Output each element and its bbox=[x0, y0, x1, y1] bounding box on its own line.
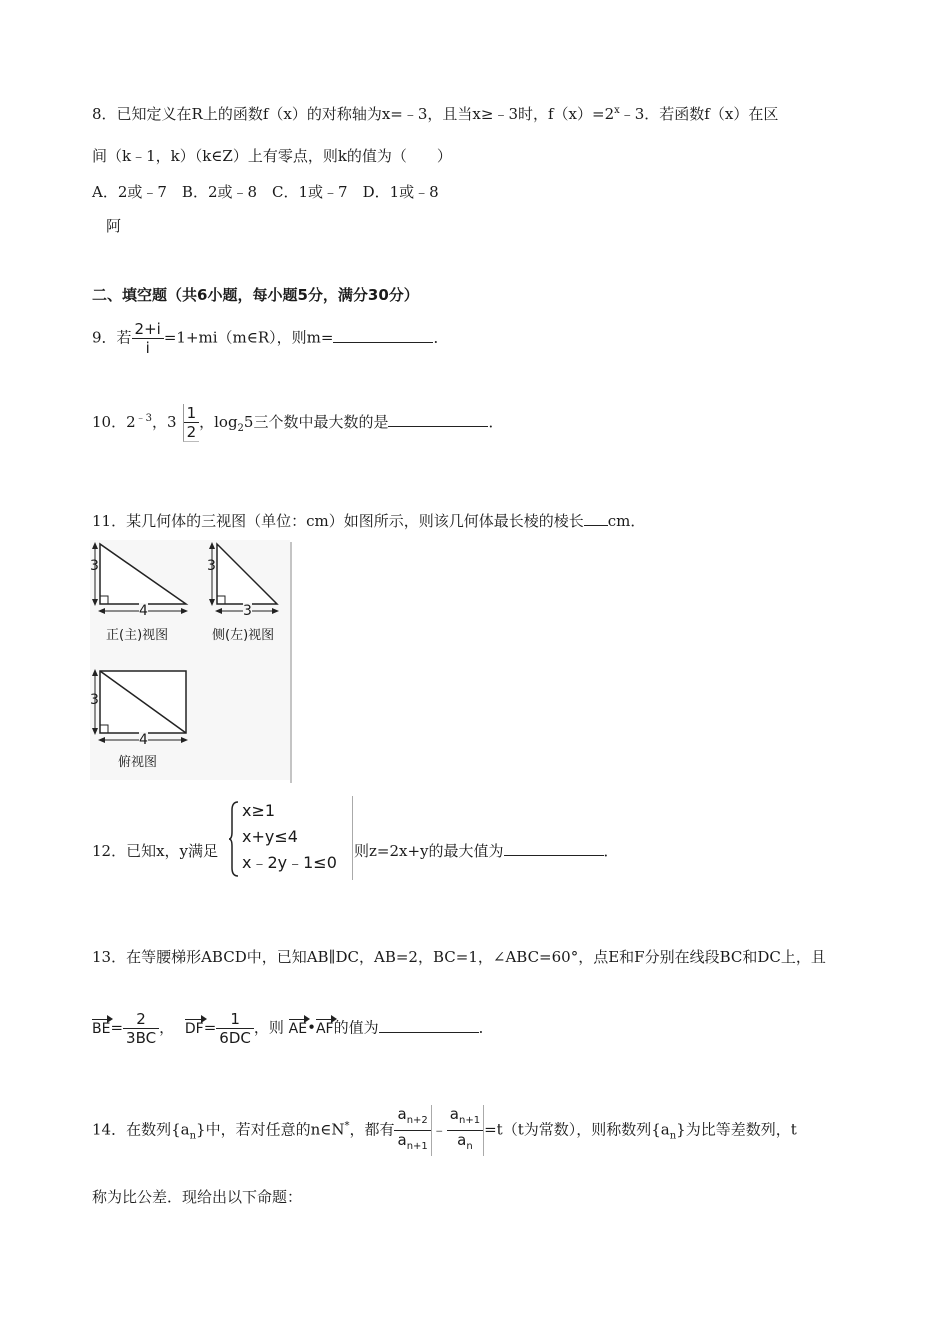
left-brace-icon bbox=[228, 800, 240, 878]
q8-extra-char: 阿 bbox=[106, 217, 122, 235]
q9: 9．若 $\frac{2+i}{i}$ =1+mi（m∈R），则m= ． bbox=[92, 320, 449, 357]
vector-be: BE bbox=[92, 1020, 111, 1037]
vector-df: DF bbox=[184, 1020, 204, 1037]
constraint-3: x﹣2y﹣1≤0 bbox=[242, 853, 337, 872]
q13-line2: BE= $\frac{2}{3BC}$ ， DF= $\frac{1}{6DC}$ ，则 AE•AF的值为 ． bbox=[92, 1010, 494, 1047]
q13-fraction-1: $\frac{2}{3BC}$ bbox=[123, 1010, 159, 1047]
q14-line2: 称为比公差．现给出以下命题： bbox=[92, 1188, 303, 1206]
q12-suffix: 则z=2x+y的最大值为 ． bbox=[354, 842, 619, 860]
three-view-svg bbox=[90, 540, 295, 785]
vector-af: AF bbox=[315, 1020, 334, 1037]
top-view-caption: 俯视图 bbox=[118, 755, 158, 770]
constraint-1: x≥1 bbox=[242, 801, 276, 820]
side-height-label: 3 bbox=[207, 558, 216, 574]
q12-prefix: 12．已知x，y满足 bbox=[92, 842, 219, 860]
q10: 10．$2^{﹣3}$，3 $\frac{1}{2}$ ，$\log_25$三个数中最大数的是 ． bbox=[92, 404, 504, 441]
q14-line1: 14．在数列$\{a_n\}$中，若对任意的n∈N*，都有 $\frac{a_{n+2}}{a_{n+1}}$ ﹣ $\frac{a_{n+1}}{a_n}$ =t（t为常数），则称数列$\{a_n\}$为比等差数列，t bbox=[92, 1105, 797, 1156]
top-width-label: 4 bbox=[139, 732, 148, 748]
q13-fraction-2: $\frac{1}{6DC}$ bbox=[216, 1010, 254, 1047]
q11-answer-blank[interactable] bbox=[584, 511, 608, 526]
side-width-label: 3 bbox=[243, 603, 252, 619]
front-width-label: 4 bbox=[139, 603, 148, 619]
front-height-label: 3 bbox=[90, 558, 99, 574]
q10-fraction: $\frac{1}{2}$ bbox=[183, 404, 200, 442]
three-view-figure bbox=[90, 540, 295, 785]
front-view-caption: 正(主)视图 bbox=[106, 628, 169, 643]
constraint-2: x+y≤4 bbox=[242, 827, 298, 846]
q10-answer-blank[interactable] bbox=[388, 412, 488, 427]
q12-answer-blank[interactable] bbox=[504, 841, 604, 856]
q12-system bbox=[228, 796, 353, 880]
q13-answer-blank[interactable] bbox=[379, 1018, 479, 1033]
q9-answer-blank[interactable] bbox=[333, 328, 433, 343]
q11-text: 11．某几何体的三视图（单位：cm）如图所示，则该几何体最长棱的棱长 cm． bbox=[92, 512, 646, 530]
q13-line1: 13．在等腰梯形ABCD中，已知AB∥DC，AB=2，BC=1，∠ABC=60°，点E和F分别在线段BC和DC上，且 bbox=[92, 948, 826, 966]
q8-options: A．2或﹣7 B．2或﹣8 C．1或﹣7 D．1或﹣8 bbox=[92, 183, 439, 201]
q14-fraction-2: $\frac{a_{n+1}}{a_n}$ bbox=[447, 1105, 484, 1156]
section-title: 二、填空题（共6小题，每小题5分，满分30分） bbox=[92, 286, 419, 304]
q9-fraction: $\frac{2+i}{i}$ bbox=[132, 320, 164, 357]
vector-ae: AE bbox=[288, 1020, 308, 1037]
q8-line2: 间（k﹣1，k）（k∈Z）上有零点，则k的值为（ ） bbox=[92, 147, 452, 165]
top-height-label: 3 bbox=[90, 692, 99, 708]
q8-line1: 8．已知定义在R上的函数f（x）的对称轴为x=﹣3，且当x≥﹣3时，$f(x)=2^x﹣3$．若函数f（x）在区 bbox=[92, 105, 779, 123]
q14-fraction-1: $\frac{a_{n+2}}{a_{n+1}}$ bbox=[394, 1105, 431, 1156]
side-view-caption: 侧(左)视图 bbox=[212, 628, 275, 643]
